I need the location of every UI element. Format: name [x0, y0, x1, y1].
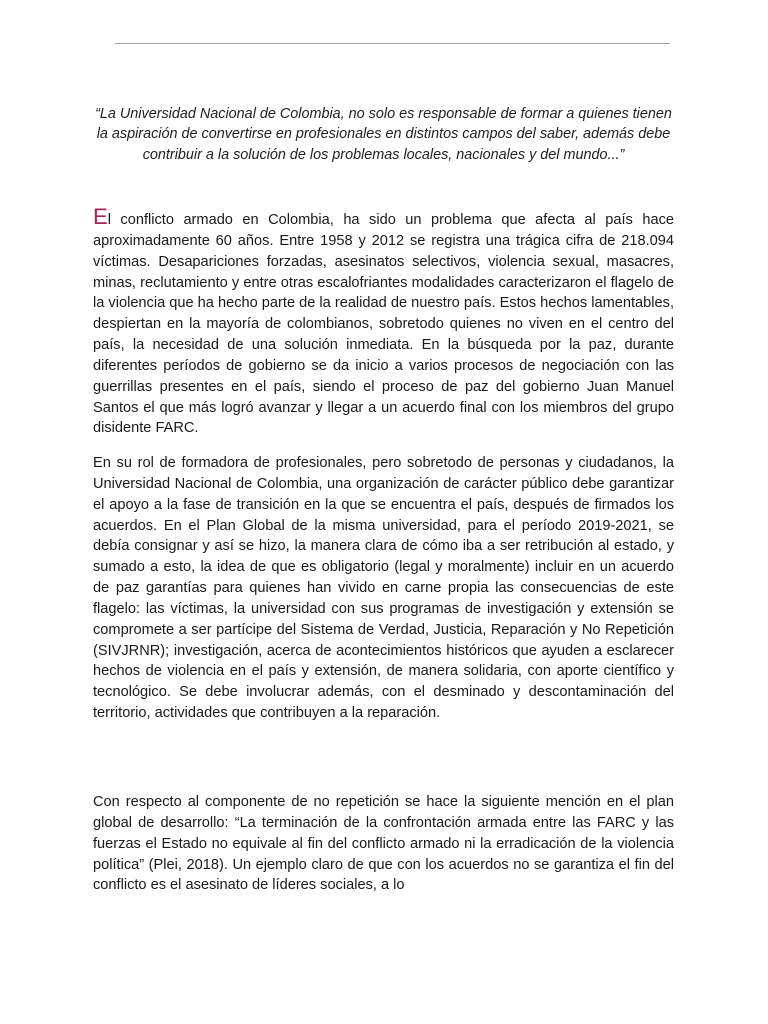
epigraph-quote: “La Universidad Nacional de Colombia, no solo es responsable de formar a quienes tienen la aspiración de convertirse en profesionales en distintos campos del saber, además debe contribuir a la solución de los problemas locales, nacionales y del mundo...” — [95, 106, 672, 163]
drop-cap: E — [93, 204, 108, 229]
paragraph-intro — [93, 204, 674, 439]
paragraph-university-role: En su rol de formadora de profesionales, pero sobretodo de personas y ciudadanos, la Universidad Nacional de Colombia, una organización de carácter público debe garantizar el apoyo a la fase de transición en la que se encuentra el país, después de firmados los acuerdos. En el Plan Global de la misma universidad, para el período 2019-2021, se debía consignar y así se hizo, la manera clara de cómo iba a ser retribución al estado, y sumado a esto, la idea de que es obligatorio (legal y moralmente) incluir en un acuerdo de paz garantías para quienes han vivido en carne propia las consecuencias de este flagelo: las víctimas, la universidad con sus programas de investigación y extensión se compromete a ser partícipe del Sistema de Verdad, Justicia, Reparación y No Repetición (SIVJRNR); investigación, acerca de acontecimientos históricos que ayuden a esclarecer hechos de violencia en el país y extensión, de manera solidaria, con aporte científico y tecnológico. Se debe involucrar además, con el desminado y descontaminación del territorio, actividades que contribuyen a la reparación. — [93, 455, 674, 722]
header-rule — [115, 43, 670, 44]
paragraph-non-repetition: Con respecto al componente de no repetición se hace la siguiente mención en el plan global de desarrollo: “La terminación de la confrontación armada entre las FARC y las fuerzas el Estado no equivale al fin del conflicto armado ni la erradicación de la violencia política” (Plei, 2018). Un ejemplo claro de que con los acuerdos no se garantiza el fin del conflicto es el asesinato de líderes sociales, a lo — [93, 794, 674, 894]
paragraph-intro-text: l conflicto armado en Colombia, ha sido un problema que afecta al país hace aproximadamente 60 años. Entre 1958 y 2012 se registra una trágica cifra de 218.094 víctimas. Desapariciones forzadas, asesinatos selectivos, violencia sexual, masacres, minas, reclutamiento y entre otras escalofriantes modalidades caracterizaron el flagelo de la violencia que ha hecho parte de la realidad de nuestro país. Estos hechos lamentables, despiertan en la mayoría de colombianos, sobretodo quienes no viven en el centro del país, la necesidad de una solución inmediata. En la búsqueda por la paz, durante diferentes períodos de gobierno se da inicio a varios procesos de negociación con las guerrillas presentes en el país, siendo el proceso de paz del gobierno Juan Manuel Santos el que más logró avanzar y llegar a un acuerdo final con los miembros del grupo disidente FARC. — [93, 212, 674, 437]
